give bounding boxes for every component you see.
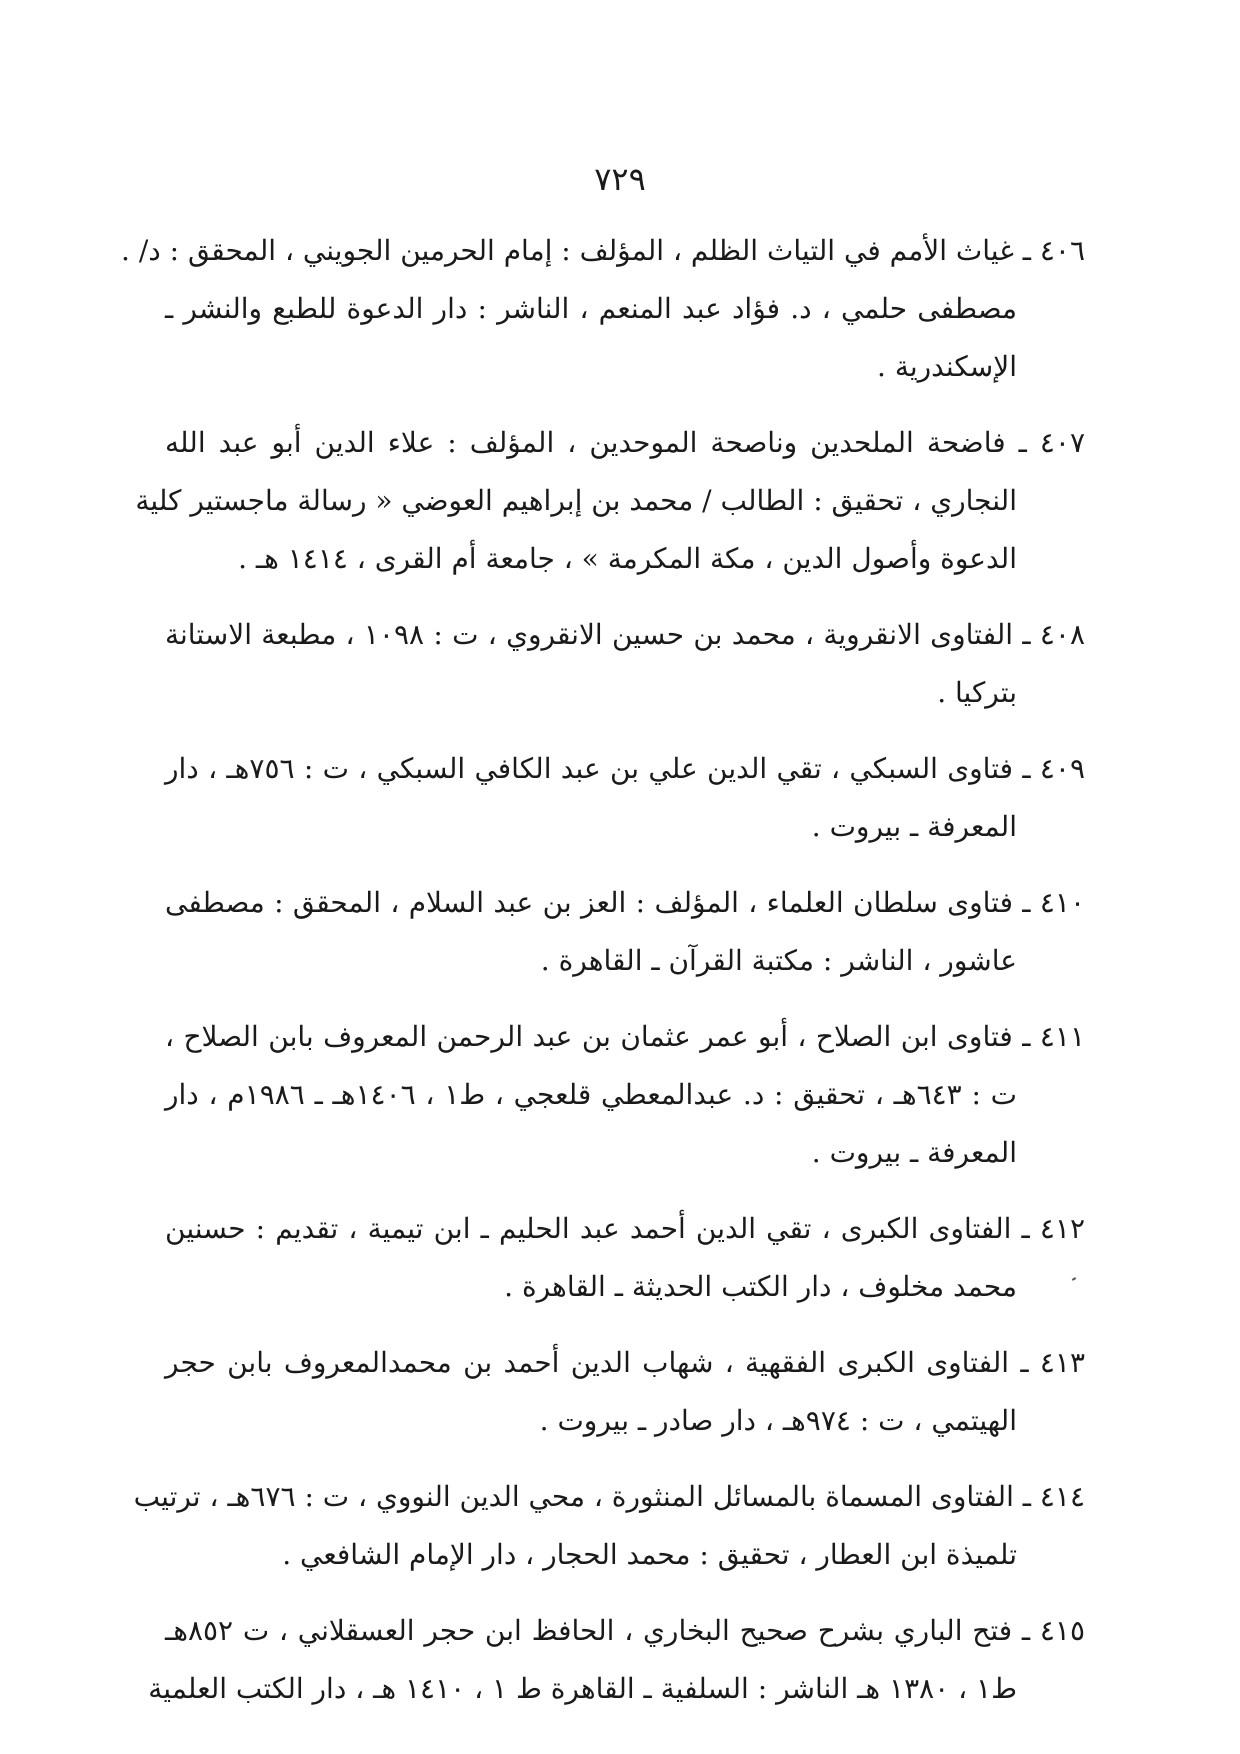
- bibliography-entry-414: [133, 1468, 1085, 1584]
- bibliography-entry-408: [165, 606, 1085, 722]
- entry-line: محمد مخلوف ، دار الكتب الحديثة ـ القاهرة .: [504, 1270, 1017, 1303]
- entry-line: المعرفة ـ بيروت .: [811, 810, 1017, 843]
- entry-line: ٤١٤ ـ الفتاوى المسماة بالمسائل المنثورة ، محي الدين النووي ، ت : ٦٧٦هـ ، ترتيب: [133, 1480, 1085, 1513]
- bibliography-entry-410: [165, 874, 1085, 990]
- entry-line: ط١ ، ١٣٨٠ هـ الناشر : السلفية ـ القاهرة ط ١ ، ١٤١٠ هـ ، دار الكتب العلمية: [148, 1672, 1017, 1705]
- entry-line: ٤١١ ـ فتاوى ابن الصلاح ، أبو عمر عثمان بن عبد الرحمن المعروف بابن الصلاح ،: [165, 1020, 1085, 1053]
- entry-line: الإسكندرية .: [877, 350, 1017, 383]
- entry-line: ٤٠٦ ـ غياث الأمم في التياث الظلم ، المؤلف : إمام الحرمين الجويني ، المحقق : د/ .: [121, 234, 1085, 267]
- bibliography-entry-406: [121, 222, 1085, 396]
- entry-line: الدعوة وأصول الدين ، مكة المكرمة » ، جامعة أم القرى ، ١٤١٤ هـ .: [238, 542, 1017, 575]
- entry-line: عاشور ، الناشر : مكتبة القرآن ـ القاهرة .: [540, 944, 1017, 977]
- entry-line: ٤٠٩ ـ فتاوى السبكي ، تقي الدين علي بن عبد الكافي السبكي ، ت : ٧٥٦هـ ، دار: [165, 752, 1086, 785]
- entry-line: تلميذة ابن العطار ، تحقيق : محمد الحجار ، دار الإمام الشافعي .: [282, 1538, 1017, 1571]
- entry-line: بتركيا .: [937, 676, 1017, 709]
- entry-line: ٤١٠ ـ فتاوى سلطان العلماء ، المؤلف : العز بن عبد السلام ، المحقق : مصطفى: [165, 886, 1085, 919]
- entry-line: المعرفة ـ بيروت .: [811, 1136, 1017, 1169]
- entry-line: مصطفى حلمي ، د. فؤاد عبد المنعم ، الناشر : دار الدعوة للطبع والنشر ـ: [165, 292, 1017, 325]
- entry-line: ٤٠٨ ـ الفتاوى الانقروية ، محمد بن حسين الانقروي ، ت : ١٠٩٨ ، مطبعة الاستانة: [165, 618, 1085, 651]
- bibliography-entry-413: [165, 1334, 1085, 1450]
- entry-line: ٤١٥ ـ فتح الباري بشرح صحيح البخاري ، الحافظ ابن حجر العسقلاني ، ت ٨٥٢هـ: [165, 1614, 1085, 1647]
- bibliography-entry-415: [148, 1602, 1085, 1718]
- bibliography-entry-407: [135, 414, 1085, 588]
- bibliography-list: [121, 222, 1086, 1736]
- bibliography-entry-409: [165, 740, 1085, 856]
- entry-line: النجاري ، تحقيق : الطالب / محمد بن إبراهيم العوضي « رسالة ماجستير كلية: [135, 484, 1017, 517]
- bibliography-entry-411: [165, 1008, 1085, 1182]
- page-number: ٧٢٩: [594, 160, 646, 198]
- entry-line: ٤١٢ ـ الفتاوى الكبرى ، تقي الدين أحمد عبد الحليم ـ ابن تيمية ، تقديم : حسنين: [165, 1212, 1085, 1245]
- bibliography-entry-412: [165, 1200, 1085, 1316]
- entry-line: ٤٠٧ ـ فاضحة الملحدين وناصحة الموحدين ، المؤلف : علاء الدين أبو عبد الله: [165, 426, 1085, 459]
- entry-line: الهيتمي ، ت : ٩٧٤هـ ، دار صادر ـ بيروت .: [539, 1404, 1017, 1437]
- entry-line: ت : ٦٤٣هـ ، تحقيق : د. عبدالمعطي قلعجي ، ط١ ، ١٤٠٦هـ ـ ١٩٨٦م ، دار: [165, 1078, 1017, 1111]
- entry-line: ٤١٣ ـ الفتاوى الكبرى الفقهية ، شهاب الدين أحمد بن محمدالمعروف بابن حجر: [165, 1346, 1085, 1379]
